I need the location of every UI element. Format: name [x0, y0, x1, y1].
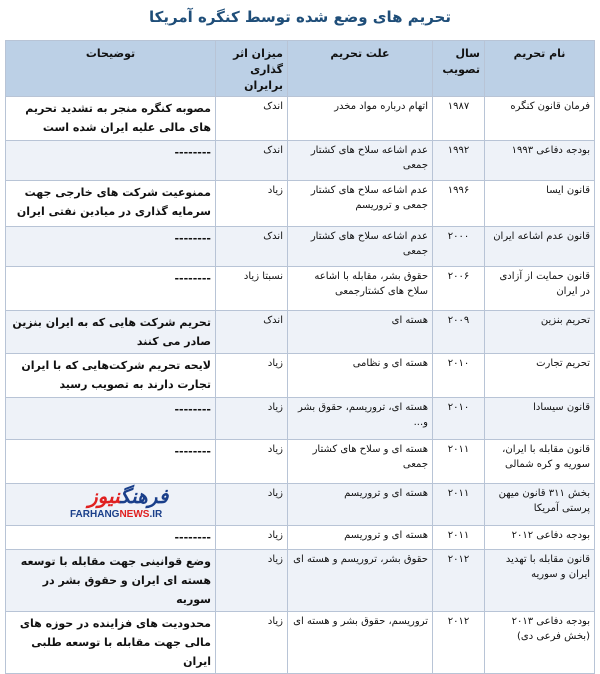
cell-desc: وضع قوانینی جهت مقابله با توسعه هسته ای ایران و حقوق بشر در سوریه [6, 550, 216, 612]
cell-name: قانون مقابله با تهدید ایران و سوریه [485, 550, 595, 612]
sanctions-table [5, 40, 595, 674]
table-row [6, 311, 595, 354]
cell-name: قانون ایسا [485, 181, 595, 227]
cell-reason: اتهام درباره مواد مخدر [288, 97, 433, 141]
cell-reason: هسته ای و تروریسم [288, 526, 433, 550]
cell-name: بودجه دفاعی ۱۹۹۳ [485, 141, 595, 181]
cell-year: ۲۰۰۶ [433, 267, 485, 311]
cell-desc: ممنوعیت شرکت های خارجی جهت سرمایه گذاری در میادین نفتی ایران [6, 181, 216, 227]
cell-reason: عدم اشاعه سلاح های کشتار جمعی [288, 141, 433, 181]
cell-impact: زیاد [216, 354, 288, 398]
header-impact: میزان اثر گذاری برایران [216, 41, 288, 97]
cell-reason: هسته ای و سلاح های کشتار جمعی [288, 440, 433, 484]
cell-year: ۲۰۱۱ [433, 526, 485, 550]
cell-reason: هسته ای [288, 311, 433, 354]
table-header-row [6, 41, 595, 97]
cell-impact: زیاد [216, 526, 288, 550]
cell-name: قانون سیسادا [485, 398, 595, 440]
cell-reason: عدم اشاعه سلاح های کشتار جمعی و تروریسم [288, 181, 433, 227]
table-row [6, 267, 595, 311]
cell-impact: زیاد [216, 398, 288, 440]
cell-desc: -------- [6, 267, 216, 311]
table-row [6, 354, 595, 398]
header-year: سال تصویب [433, 41, 485, 97]
cell-year: ۲۰۱۲ [433, 612, 485, 674]
watermark-logo [88, 484, 168, 508]
cell-reason: حقوق بشر، تروریسم و هسته ای [288, 550, 433, 612]
cell-desc: مصوبه کنگره منجر به تشدید تحریم های مالی علیه ایران شده است [6, 97, 216, 141]
table-row [6, 440, 595, 484]
cell-reason: هسته ای و نظامی [288, 354, 433, 398]
table-row [6, 612, 595, 674]
table-body [6, 97, 595, 674]
watermark-logo-main: فرهنگ [120, 484, 169, 508]
cell-desc: -------- [6, 526, 216, 550]
cell-desc: لایحه تحریم شرکت‌هایی که با ایران تجارت دارند به تصویب رسید [6, 354, 216, 398]
cell-impact: زیاد [216, 612, 288, 674]
farhangnews-watermark [70, 484, 195, 529]
cell-year: ۲۰۱۱ [433, 440, 485, 484]
cell-desc: تحریم شرکت هایی که به ایران بنزین صادر می کنند [6, 311, 216, 354]
cell-reason: هسته ای و تروریسم [288, 484, 433, 526]
cell-impact: اندک [216, 311, 288, 354]
watermark-site-prefix: FARHANG [70, 509, 120, 520]
cell-year: ۲۰۰۰ [433, 227, 485, 267]
cell-impact: زیاد [216, 181, 288, 227]
cell-impact: نسبتا زیاد [216, 267, 288, 311]
table-row [6, 526, 595, 550]
cell-name: تحریم تجارت [485, 354, 595, 398]
cell-impact: زیاد [216, 440, 288, 484]
cell-name: قانون مقابله با ایران، سوریه و کره شمالی [485, 440, 595, 484]
cell-impact: اندک [216, 97, 288, 141]
table-row [6, 227, 595, 267]
watermark-site-suffix: .IR [149, 509, 163, 520]
cell-year: ۲۰۱۰ [433, 354, 485, 398]
cell-desc: -------- [6, 398, 216, 440]
cell-desc: محدودیت های فزاینده در حوزه های مالی جهت مقابله با توسعه طلبی ایران [6, 612, 216, 674]
cell-name: فرمان قانون کنگره [485, 97, 595, 141]
cell-name: بودجه دفاعی ۲۰۱۳ (بخش فرعی دی) [485, 612, 595, 674]
watermark-site [70, 509, 162, 520]
cell-name: قانون عدم اشاعه ایران [485, 227, 595, 267]
cell-name: بودجه دفاعی ۲۰۱۲ [485, 526, 595, 550]
cell-year: ۲۰۱۱ [433, 484, 485, 526]
cell-reason: هسته ای، تروریسم، حقوق بشر و... [288, 398, 433, 440]
cell-reason: عدم اشاعه سلاح های کشتار جمعی [288, 227, 433, 267]
cell-year: ۱۹۸۷ [433, 97, 485, 141]
page-title: تحریم های وضع شده توسط کنگره آمریکا [149, 8, 451, 26]
cell-desc: -------- [6, 227, 216, 267]
cell-name: تحریم بنزین [485, 311, 595, 354]
cell-year: ۲۰۱۰ [433, 398, 485, 440]
table-row [6, 141, 595, 181]
cell-desc: -------- [6, 141, 216, 181]
cell-impact: زیاد [216, 550, 288, 612]
table-row [6, 181, 595, 227]
watermark-logo-accent: نیوز [88, 484, 121, 508]
cell-impact: اندک [216, 227, 288, 267]
watermark-site-accent: NEWS [119, 509, 150, 520]
cell-desc: -------- [6, 440, 216, 484]
cell-name: بخش ۳۱۱ قانون میهن پرستی آمریکا [485, 484, 595, 526]
cell-name: قانون حمایت از آزادی در ایران [485, 267, 595, 311]
cell-year: ۲۰۰۹ [433, 311, 485, 354]
header-name: نام تحریم [485, 41, 595, 97]
cell-year: ۱۹۹۲ [433, 141, 485, 181]
header-reason: علت تحریم [288, 41, 433, 97]
cell-reason: حقوق بشر، مقابله با اشاعه سلاح های کشتارجمعی [288, 267, 433, 311]
table-row [6, 398, 595, 440]
cell-impact: زیاد [216, 484, 288, 526]
cell-reason: تروریسم، حقوق بشر و هسته ای [288, 612, 433, 674]
table-row [6, 550, 595, 612]
cell-year: ۲۰۱۲ [433, 550, 485, 612]
header-desc: توضیحات [6, 41, 216, 97]
cell-impact: اندک [216, 141, 288, 181]
table-row [6, 97, 595, 141]
cell-year: ۱۹۹۶ [433, 181, 485, 227]
